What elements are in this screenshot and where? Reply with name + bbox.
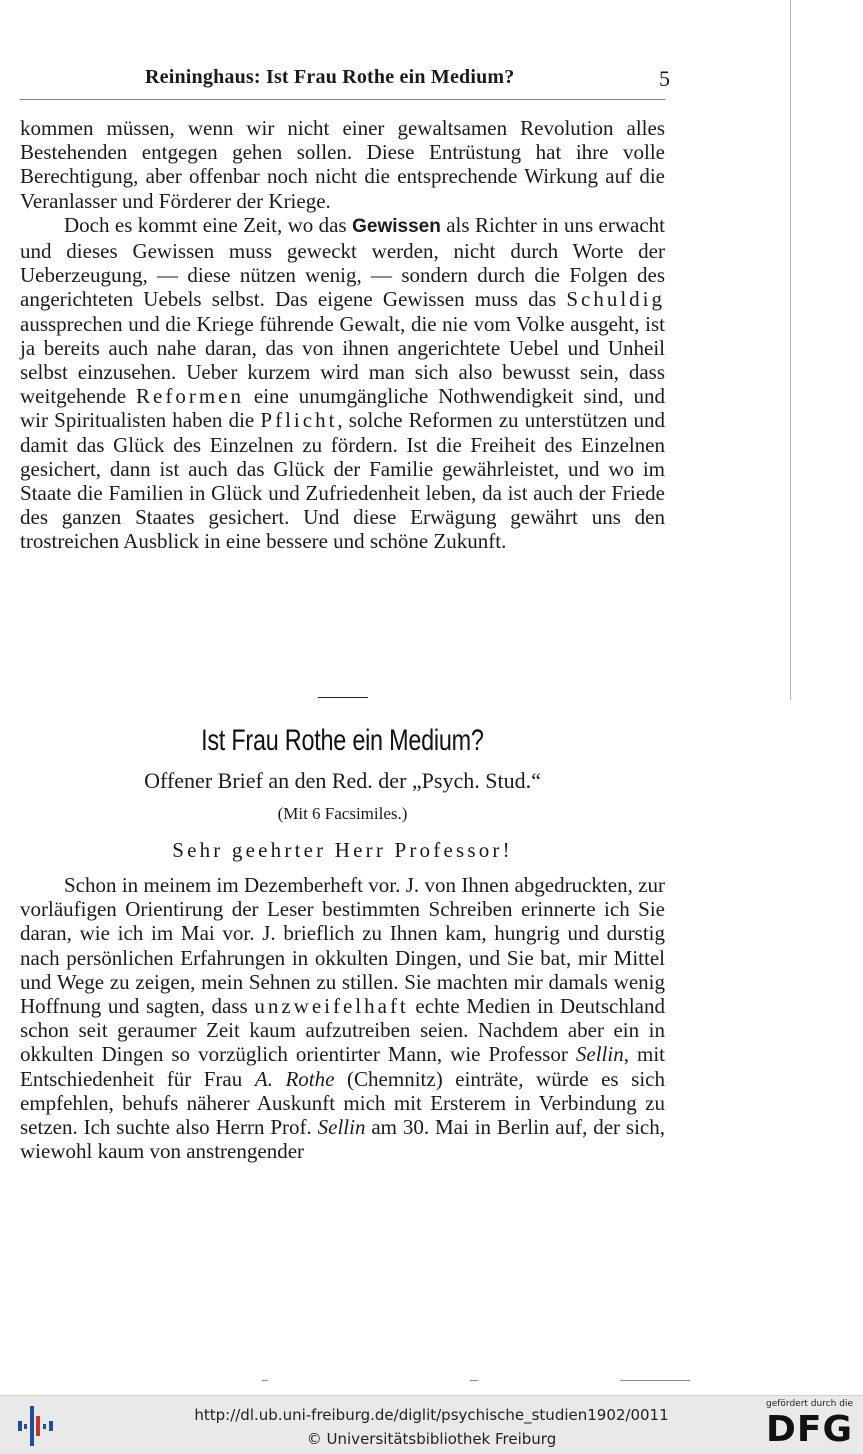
text-run: eine unumgängliche Nothwendigkeit sind, und wir Spiritualisten haben die	[20, 384, 665, 433]
copyright-notice: © Universitätsbibliothek Freiburg	[306, 1430, 557, 1448]
salutation: Sehr geehrter Herr Professor!	[172, 838, 513, 862]
page-edge-rule	[790, 0, 791, 700]
spaced-word: Reformen	[136, 384, 244, 409]
bold-word: Gewissen	[352, 215, 441, 237]
article-subtitle: Offener Brief an den Red. der „Psych. Stud.“	[144, 768, 541, 793]
paragraph	[20, 873, 665, 1163]
scan-mark	[620, 1380, 690, 1381]
article-note: (Mit 6 Facsimiles.)	[277, 804, 408, 823]
text-run: echte Medien in Deutschland schon seit geraumer Zeit kaum aufzutreiben seien. Nachdem aber ein in okkulten Dingen so vorzüglich orientirter Mann, wie Professor	[20, 994, 666, 1067]
paragraph: kommen müssen, wenn wir nicht einer gewaltsamen Revolution alles Bestehenden entgegen gehen sollen. Diese Entrüstung hat ihre volle Berechtigung, aber offenbar noch nicht die entsprechende Wirkung auf die Veranlasser und Förderer der Kriege.	[20, 116, 665, 213]
dfg-caption: gefördert durch die	[766, 1399, 853, 1409]
scan-mark	[262, 1380, 268, 1381]
text-run: Schon in meinem im Dezemberheft vor. J. von Ihnen abgedruckten, zur vorläufigen Orientirung der Leser bestimmten Schreiben erinnerte ich Sie daran, wie ich im Mai vor. J. brieflich zu Ihnen kam, hungrig und durstig nach persönlichen Erfahrungen in okkulten Dingen, und Sie bat, mir Mittel und Wege zu zeigen, mein Sehnen zu stillen. Sie machten mir damals wenig Hoffnung und sagten, dass	[20, 873, 665, 1019]
page-number: 5	[659, 66, 670, 91]
text-run: , solche Reformen zu unterstützen und damit das Glück des Einzelnen zu fördern. Ist die Freiheit des Einzelnen gesichert, dann ist auch das Glück der Familie gewährleistet, und wo im Staate die Familien in Glück und Zufriedenheit leben, da ist auch der Friede des ganzen Staates gesichert. Und diese Erwägung gewährt uns den trostreichen Ausblick in eine bessere und schöne Zukunft.	[20, 408, 665, 554]
dfg-wordmark: DFG	[765, 1409, 853, 1450]
section-separator	[318, 697, 368, 698]
italic-name: Sellin	[317, 1115, 366, 1140]
text-run: aussprechen und die Kriege führende Gewalt, die nie vom Volke ausgeht, ist ja bereits auch nahe daran, das von ihnen angerichtete Uebel und Unheil selbst einzusehen. Ueber kurzem wird man sich also bewusst sein, dass weitgehende	[20, 311, 665, 409]
text-run: , mit Entschiedenheit für Frau	[20, 1042, 665, 1091]
viewer-footer	[0, 1395, 863, 1454]
running-head	[20, 66, 670, 94]
paragraph	[20, 213, 665, 554]
permalink[interactable]: http://dl.ub.uni-freiburg.de/diglit/psychische_studien1902/0011	[194, 1406, 669, 1424]
text-run: (Chemnitz) einträte, würde es sich empfehlen, behufs näherer Auskunft mich mit Ersterem in Verbindung zu setzen. Ich suchte also Herrn Prof.	[20, 1066, 665, 1140]
article-body	[20, 873, 665, 1163]
text-run: am 30. Mai in Berlin auf, der sich, wiewohl kaum von anstrengender	[20, 1115, 665, 1164]
spaced-word: Pflicht	[260, 408, 338, 433]
scan-mark	[470, 1380, 478, 1381]
italic-name: A. Rothe	[254, 1066, 335, 1091]
italic-name: Sellin	[575, 1042, 624, 1067]
spaced-word: unzweifelhaft	[254, 994, 409, 1019]
article-title: Ist Frau Rothe ein Medium?	[201, 724, 484, 757]
text-run: als Richter in uns erwacht und dieses Gewissen muss geweckt werden, nicht durch Worte der Ueberzeugung, — diese nützen wenig, — sondern durch die Folgen des angerichteten Uebels selbst. Das eigene Gewissen muss das	[20, 212, 665, 312]
running-title: Reininghaus: Ist Frau Rothe ein Medium?	[145, 66, 515, 88]
body-text-continued	[20, 116, 665, 554]
spaced-word: Schuldig	[566, 287, 665, 312]
header-rule	[20, 99, 665, 100]
text-run: Doch es kommt eine Zeit, wo das	[64, 212, 353, 237]
dfg-logo	[755, 1399, 853, 1453]
